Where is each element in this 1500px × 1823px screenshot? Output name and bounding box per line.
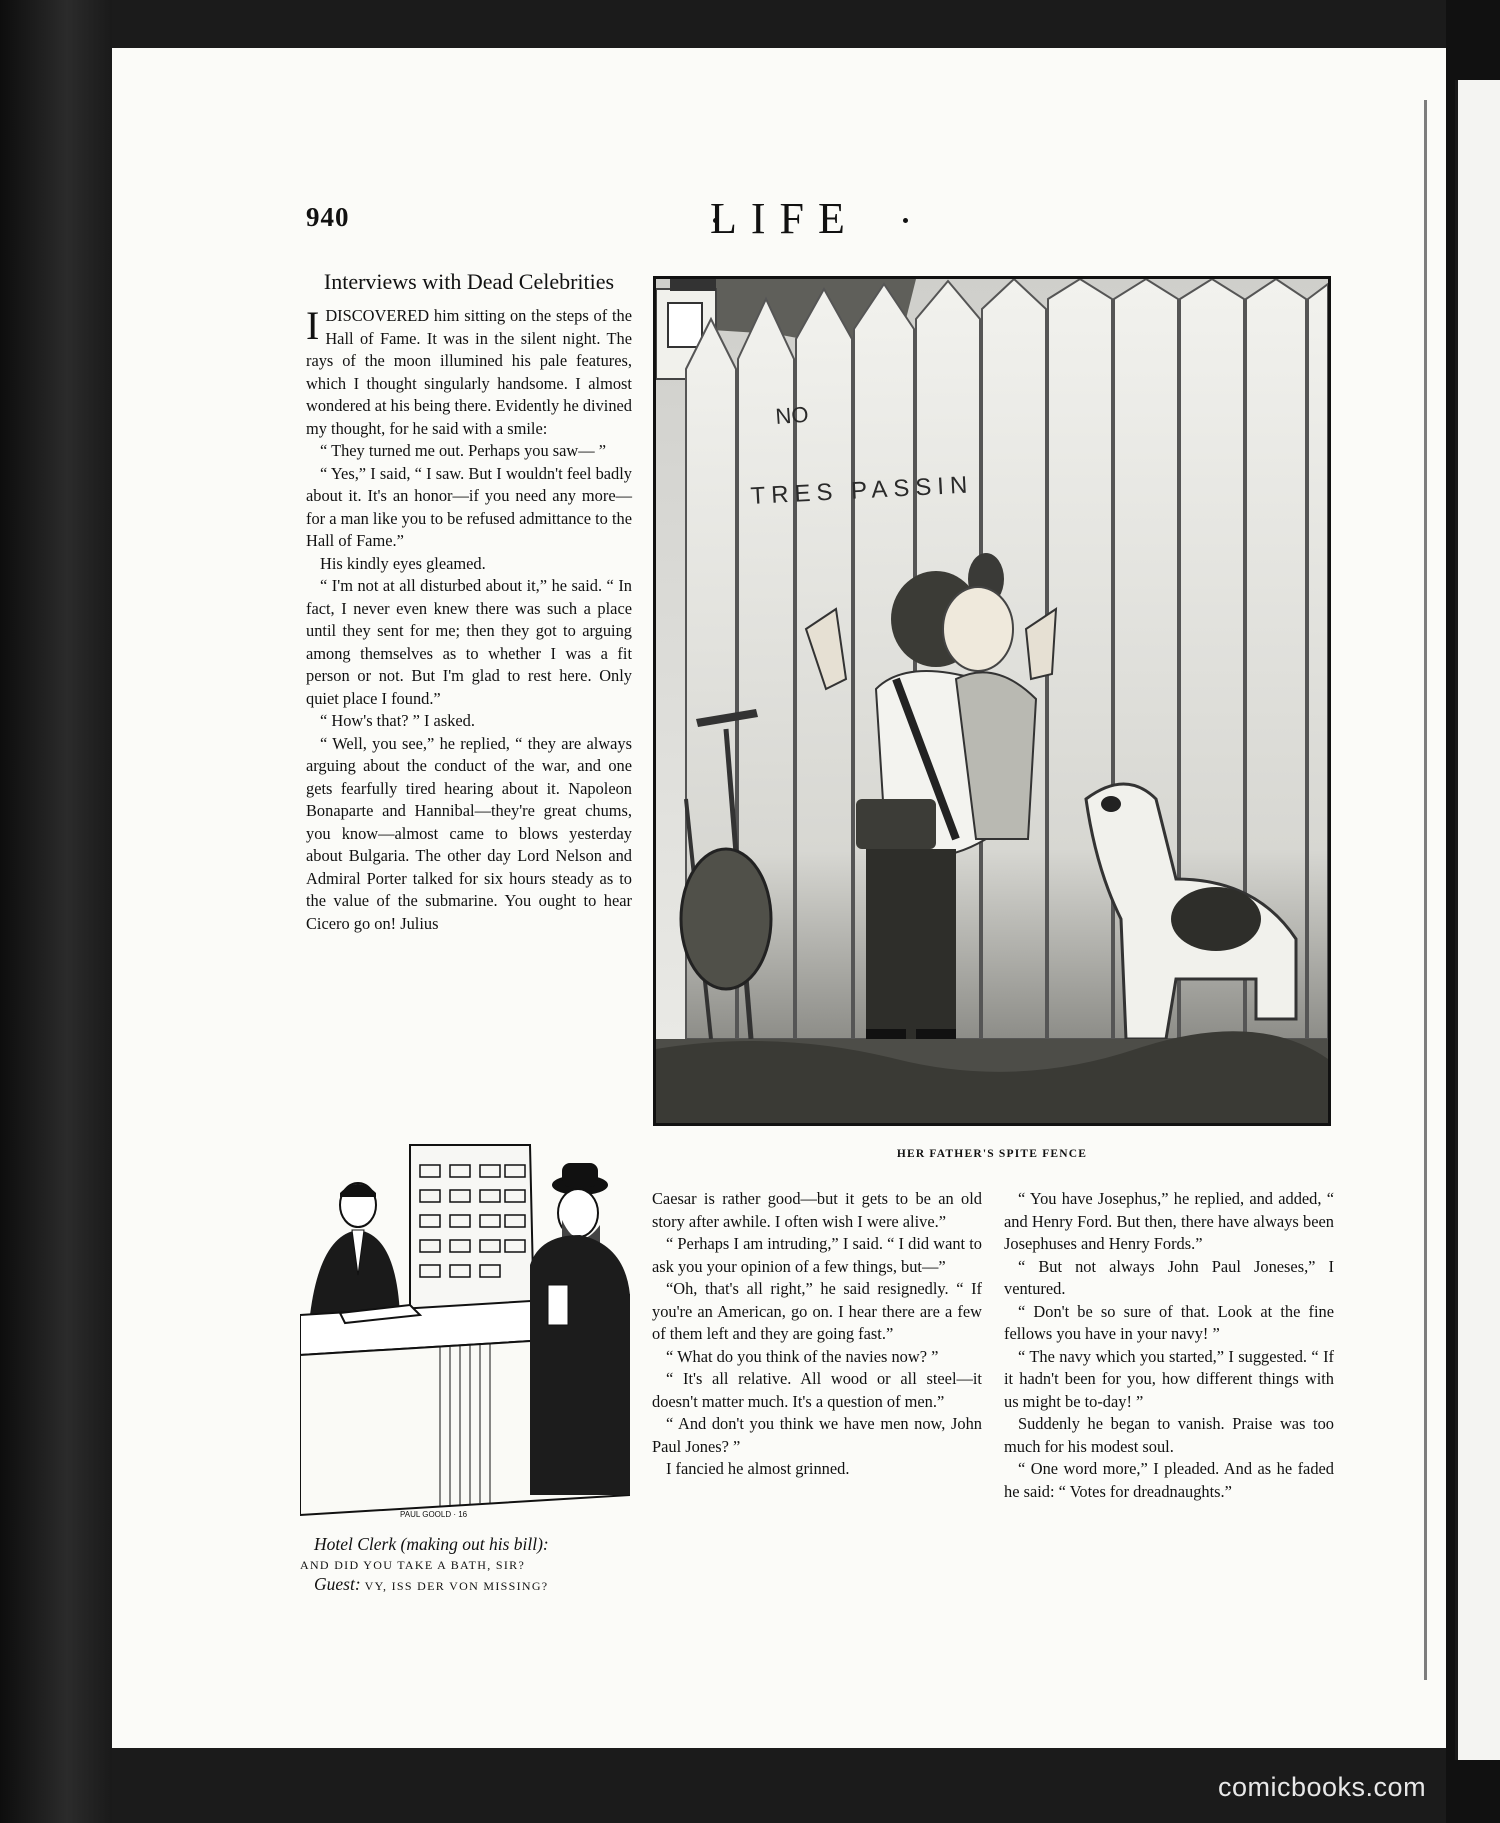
cartoon-signature: PAUL GOOLD · 16	[400, 1510, 468, 1519]
article-paragraph: “ I'm not at all disturbed about it,” he said. “ In fact, I never even knew there was such a place until they sent for me; then they got to arguing among themselves as to whether I was a fit person or not. But I'm glad to rest here. Only quiet place I found.”	[306, 576, 632, 708]
article-paragraph: “ Well, you see,” he replied, “ they are always arguing about the conduct of the war, and one gets fearfully tired hearing about it. Napoleon Bonaparte and Hannibal—they're great chums, you know—almost came to blows yesterday about Bulgaria. The other day Lord Nelson and Admiral Porter talked for six hours steady as to the value of the submarine. You ought to hear Cicero go on! Julius	[306, 733, 632, 933]
article-column-1	[306, 268, 632, 935]
site-watermark: comicbooks.com	[1218, 1772, 1427, 1802]
article-paragraph: “ You have Josephus,” he replied, and added, “ and Henry Ford. But then, there have always been Josephuses and Henry Fords.”	[1004, 1189, 1334, 1253]
caption-speaker-guest: Guest:	[314, 1574, 361, 1594]
article-paragraph: I fancied he almost grinned.	[666, 1459, 850, 1478]
hotel-clerk-cartoon	[300, 1135, 630, 1525]
caption-line-guest: VY, ISS DER VON MISSING?	[364, 1579, 549, 1593]
article-paragraph: “ And don't you think we have men now, John Paul Jones? ”	[652, 1414, 982, 1456]
article-paragraph: Caesar is rather good—but it gets to be an old story after awhile. I often wish I were alive.”	[652, 1189, 982, 1231]
scan-shadow-left	[0, 0, 112, 1823]
masthead-dot-right	[903, 218, 908, 223]
drop-cap: I	[306, 303, 320, 348]
article-paragraph: “ Yes,” I said, “ I saw. But I wouldn't feel badly about it. It's an honor—if you need any more—for a man like you to be refused admittance to the Hall of Fame.”	[306, 463, 632, 550]
article-paragraph: Suddenly he began to vanish. Praise was too much for his modest soul.	[1004, 1414, 1334, 1456]
article-column-3	[1004, 1188, 1334, 1503]
page-number: 940	[306, 202, 350, 232]
illustration-caption: HER FATHER'S SPITE FENCE	[896, 1148, 1088, 1160]
article-paragraph: “Oh, that's all right,” he said resignedly. “ If you're an American, go on. I hear there are a few of them left and they are going fast.”	[652, 1279, 982, 1343]
article-title: Interviews with Dead Celebrities	[323, 269, 615, 294]
article-column-2	[652, 1188, 982, 1481]
fence-illustration	[653, 276, 1331, 1126]
facing-page-edge	[1455, 80, 1500, 1760]
article-paragraph: “ One word more,” I pleaded. And as he faded he said: “ Votes for dreadnaughts.”	[1004, 1459, 1334, 1501]
article-paragraph: “ Perhaps I am intruding,” I said. “ I did want to ask you your opinion of a few things, but—”	[652, 1234, 982, 1276]
page-fold-rule	[1424, 100, 1427, 1680]
cartoon-caption	[300, 1535, 640, 1596]
article-paragraph: “ What do you think of the navies now? ”	[666, 1346, 939, 1366]
article-paragraph: IDISCOVERED him sitting on the steps of the Hall of Fame. It was in the silent night. The rays of the moon illumined his pale features, which I thought singularly handsome. I almost wondered at his being there. Evidently he divined my thought, for he said with a smile:	[306, 303, 632, 438]
article-paragraph: “ It's all relative. All wood or all steel—it doesn't matter much. It's a question of men.”	[652, 1369, 982, 1411]
article-paragraph: “ But not always John Paul Joneses,” I ventured.	[1004, 1256, 1334, 1298]
article-paragraph: “ The navy which you started,” I suggested. “ If it hadn't been for you, how different things with us might be to-day! ”	[1004, 1346, 1334, 1411]
article-paragraph: “ How's that? ” I asked.	[320, 711, 475, 730]
masthead-title: LIFE	[710, 194, 859, 243]
article-paragraph: “ They turned me out. Perhaps you saw— ”	[320, 441, 607, 460]
article-paragraph: His kindly eyes gleamed.	[320, 553, 486, 573]
fence-scrawl-no: NO	[774, 401, 810, 429]
guest	[530, 1163, 630, 1495]
hotel-clerk	[310, 1183, 400, 1315]
fence-scrawl-trespassin: TRES PASSIN	[749, 471, 974, 510]
article-paragraph: “ Don't be so sure of that. Look at the fine fellows you have in your navy! ”	[1004, 1301, 1334, 1343]
caption-speaker-clerk: Hotel Clerk (making out his bill):	[314, 1534, 549, 1554]
caption-line-clerk: AND DID YOU TAKE A BATH, SIR?	[300, 1558, 526, 1572]
